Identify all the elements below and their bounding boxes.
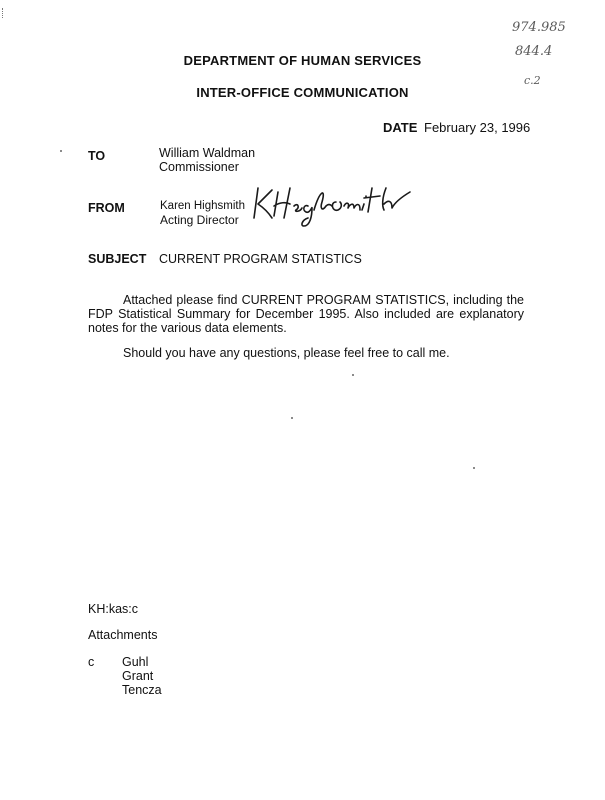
sender-name: Karen Highsmith (160, 200, 246, 212)
scan-speck (473, 467, 475, 469)
body-paragraph-1 (88, 293, 524, 335)
cc-recipient: Guhl (122, 655, 149, 669)
date-value: February 23, 1996 (424, 120, 531, 135)
typist-initials: KH:kas:c (88, 602, 139, 616)
from-label: FROM (88, 201, 125, 215)
scan-speck (60, 150, 62, 152)
body-paragraph-1-text: Attached please find CURRENT PROGRAM STATISTICS, including the FDP Statistical Summary for December 1995. Also included are explanatory notes for the various data elements. (88, 293, 524, 335)
subject-value: CURRENT PROGRAM STATISTICS (159, 252, 362, 266)
handwritten-annotation-2: 844.4 (515, 44, 553, 59)
body-paragraph-2: Should you have any questions, please feel free to call me. (123, 346, 450, 360)
recipient-name: William Waldman (159, 146, 256, 160)
scan-speck (291, 417, 293, 419)
cc-recipient: Grant (122, 669, 154, 683)
subject-label: SUBJECT (88, 252, 147, 266)
scan-edge-mark (2, 8, 5, 18)
cc-label: c (88, 655, 95, 669)
communication-heading: INTER-OFFICE COMMUNICATION (196, 85, 409, 100)
sender-title: Acting Director (160, 213, 239, 227)
date-label: DATE (383, 120, 418, 135)
attachments-label: Attachments (88, 628, 158, 642)
scan-speck (352, 374, 354, 376)
handwritten-annotation-1: 974.985 (512, 20, 566, 35)
to-label: TO (88, 149, 106, 163)
handwritten-annotation-3: c.2 (524, 74, 541, 87)
cc-list (122, 655, 162, 697)
cc-recipient: Tencza (122, 683, 162, 697)
department-heading: DEPARTMENT OF HUMAN SERVICES (183, 53, 422, 68)
handwritten-signature (250, 180, 420, 230)
recipient-title: Commissioner (159, 160, 239, 174)
